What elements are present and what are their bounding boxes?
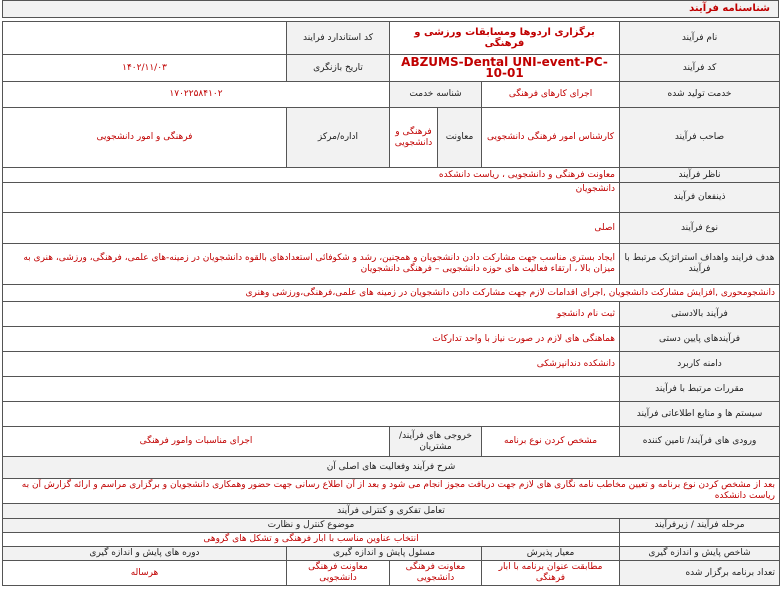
process-code-value: ABZUMS-Dental UNI-event-PC-10-01 (390, 55, 620, 82)
process-name-value: برگزاری اردوها ومسابقات ورزشی و فرهنگی (390, 22, 620, 55)
kpi-label: شاخص پایش و اندازه گیری (620, 547, 780, 561)
office-value: فرهنگی و امور دانشجویی (3, 108, 287, 168)
kpi-period-label: دوره های پایش و اندازه گیری (3, 547, 287, 561)
row-service (3, 82, 780, 108)
supervisor-value: معاونت فرهنگی و دانشجویی ، ریاست دانشکده (3, 168, 620, 183)
rules-label: مقررات مرتبط با فرآیند (620, 377, 780, 402)
deputy-label: معاونت (438, 108, 482, 168)
downstream-value: هماهنگی های لازم در صورت نیاز با واحد تدارکات (3, 327, 620, 352)
row-process-name (3, 22, 780, 55)
process-name-label: نام فرآیند (620, 22, 780, 55)
outputs-label: خروجی های فرآیند/ مشتریان (390, 427, 482, 457)
process-table-frame (2, 21, 779, 586)
kpi-name-value: تعداد برنامه برگزار شده (620, 561, 780, 586)
process-identity-table (2, 21, 780, 586)
upstream-label: فرآیند بالادستی (620, 302, 780, 327)
type-label: نوع فرآیند (620, 213, 780, 244)
scope-label: دامنه کاربرد (620, 352, 780, 377)
control-label: موضوع کنترل و نظارت (3, 519, 620, 533)
office-label: اداره/مرکز (287, 108, 390, 168)
row-systems (3, 402, 780, 427)
inputs-label: ورودی های فرآیند/ تامین کننده (620, 427, 780, 457)
row-type (3, 213, 780, 244)
beneficiaries-value: دانشجویان (3, 183, 620, 213)
row-inputs-outputs (3, 427, 780, 457)
row-control-value (3, 533, 780, 547)
kpi-responsible-label: مسئول پایش و اندازه گیری (287, 547, 482, 561)
standard-code-value (3, 22, 287, 55)
beneficiaries-label: ذینفعان فرآیند (620, 183, 780, 213)
row-rules (3, 377, 780, 402)
downstream-label: فرآیندهای پایین دستی (620, 327, 780, 352)
kpi-period-value: هرساله (3, 561, 287, 586)
description-header: شرح فرآیند وفعالیت های اصلی آن (3, 457, 780, 479)
kpi-responsible-value: معاونت فرهنگی دانشجویی (390, 561, 482, 586)
row-owner (3, 108, 780, 168)
service-label: خدمت تولید شده (620, 82, 780, 108)
row-interactions-header (3, 504, 780, 519)
row-goals (3, 244, 780, 285)
row-kpi-values (3, 561, 780, 586)
control-value: انتخاب عناوین مناسب با ابار فرهنگی و تشکل های گروهی (3, 533, 620, 547)
service-id-value: ۱۷۰۲۲۵۸۴۱۰۲ (3, 82, 390, 108)
document-title: شناسنامه فرآیند (2, 0, 779, 18)
type-value: اصلی (3, 213, 620, 244)
goals-extra-value: دانشجومحوری ,افزایش مشارکت دانشجویان ,اجرای اقدامات لازم جهت مشارکت دادن دانشجویان در زمینه های علمی،فرهنگی،ورزشی وهنری (3, 285, 780, 302)
revision-date-label: تاریخ بازنگری (287, 55, 390, 82)
row-process-code (3, 55, 780, 82)
service-value: اجرای کارهای فرهنگی (482, 82, 620, 108)
deputy-value: فرهنگی و دانشجویی (390, 108, 438, 168)
row-description-header (3, 457, 780, 479)
systems-label: سیستم ها و منابع اطلاعاتی فرآیند (620, 402, 780, 427)
row-kpi-header (3, 547, 780, 561)
goals-label: هدف فرایند واهداف استراتژیک مرتبط با فرآیند (620, 244, 780, 285)
kpi-responsible-value-2: معاونت فرهنگی دانشجویی (287, 561, 390, 586)
stage-label: مرحله فرآیند / زیرفرآیند (620, 519, 780, 533)
supervisor-label: ناظر فرآیند (620, 168, 780, 183)
rules-value (3, 377, 620, 402)
stage-value (620, 533, 780, 547)
kpi-criteria-label: معیار پذیرش (482, 547, 620, 561)
process-code-label: کد فرآیند (620, 55, 780, 82)
service-id-label: شناسه خدمت (390, 82, 482, 108)
outputs-value: اجرای مناسبات وامور فرهنگی (3, 427, 390, 457)
inputs-value: مشخص کردن نوع برنامه (482, 427, 620, 457)
description-value: بعد از مشخص کردن نوع برنامه و تعیین مخاطب نامه نگاری های لازم جهت دریافت مجوز انجام می شود و بعد از آن اطلاع رسانی جهت حضور وهمکاری دانشجویان و برگزاری مراسم و ارائه گزارش آن به ریاست دانشکده (3, 479, 780, 504)
owner-label: صاحب فرآیند (620, 108, 780, 168)
row-downstream (3, 327, 780, 352)
row-control (3, 519, 780, 533)
kpi-criteria-value: مطابقت عنوان برنامه با ابار فرهنگی (482, 561, 620, 586)
revision-date-value: ۱۴۰۲/۱۱/۰۳ (3, 55, 287, 82)
interactions-header: تعامل تفکری و کنترلی فرآیند (3, 504, 780, 519)
standard-code-label: کد استاندارد فرایند (287, 22, 390, 55)
row-beneficiaries (3, 183, 780, 213)
row-goals-extra (3, 285, 780, 302)
upstream-value: ثبت نام دانشجو (3, 302, 620, 327)
systems-value (3, 402, 620, 427)
row-description (3, 479, 780, 504)
row-upstream (3, 302, 780, 327)
row-scope (3, 352, 780, 377)
row-supervisor (3, 168, 780, 183)
goals-value: ایجاد بستری مناسب جهت مشارکت دادن دانشجویان و همچنین، رشد و شکوفائی استعدادهای بالقوه دانشجویان در زمینه-های علمی، فرهنگی، ورزشی، هنری به میزان بالا ، ارتقاء فعالیت های حوزه دانشجویی – فرهنگی دانشجویان (3, 244, 620, 285)
scope-value: دانشکده دندانپزشکی (3, 352, 620, 377)
owner-value: کارشناس امور فرهنگی دانشجویی (482, 108, 620, 168)
